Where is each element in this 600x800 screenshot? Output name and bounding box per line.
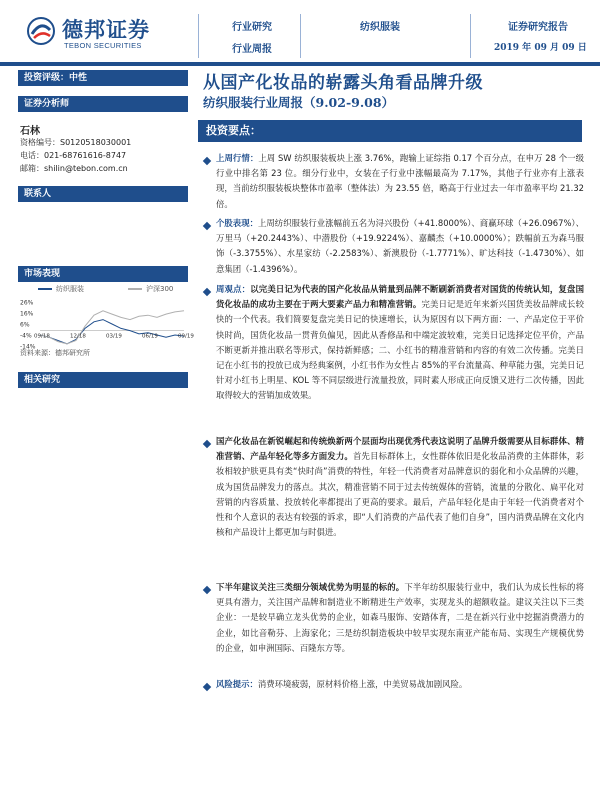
- x-tick-label: 06/19: [142, 333, 158, 340]
- paragraph-lead: 风险提示：: [216, 679, 258, 689]
- legend-swatch-b: [128, 288, 142, 290]
- company-logo: [26, 14, 166, 54]
- contact-section-title: 联系人: [18, 186, 188, 202]
- header-divider: [198, 14, 199, 58]
- logo-text-en: TEBON SECURITIES: [64, 41, 142, 50]
- chart-source: 资料来源：德邦研究所: [20, 349, 90, 357]
- paragraph-text: 完美日记是近年来新兴国货美妆品牌成长较快的一个代表。我们简要复盘完美日记的快速增长，认为原因有以下两方面：一、产品定位于平价快时尚，国货化妆品一贯背负偏见，因此从香修品和中端定波较难，完美日记选择定位平价，产品不断更新并推出联名等形式，保持新鲜感；二、小红书的精准营销和内容的有效二次传播。完美日记在小红书的投放已成为经典案例，小红书作为女性占 85%的平台流量高、种草能力强，完美日记针对小红书上明星、KOL 等不同层级进行流量投放，同时素人形成正向反馈又进行二次传播，因此取得较大的营销加成效果。: [216, 299, 584, 401]
- bullet-icon: [203, 683, 211, 691]
- legend-swatch-a: [38, 288, 52, 290]
- bullet-icon: [203, 586, 211, 594]
- y-tick-label: 6%: [20, 321, 30, 329]
- paragraph-view: [216, 282, 584, 404]
- paragraph-highlight: 以完美日记为代表的国产化妆品从销量到品牌不断刷新消费者对国货的传统认知，复盘国货化妆品的成功主要在于两大要素产品力和精准营销。: [216, 284, 584, 310]
- header-rule: [0, 62, 600, 66]
- paragraph-market: [216, 151, 584, 212]
- analyst-cert: 资格编号：S0120518030001: [20, 138, 132, 147]
- paragraph-lead: 个股表现：: [216, 218, 258, 228]
- paragraph-text: 上周纺织服装行业涨幅前五名为浔兴股份（+41.8000%）、商赢环球（+26.0967%）、万里马（+20.2443%）、中潜股份（+19.9224%）、嘉麟杰（+10.0000%）；跌幅前五为森马服饰（-3.3755%）、水星家纺（-2.2583%）、新澳股份（-1.7771%）、旷达科技（-1.4730%）、如意集团（-1.4396%）。: [216, 218, 585, 274]
- header-divider: [470, 14, 471, 58]
- x-tick-label: 03/19: [106, 333, 122, 340]
- paragraph-text: 消费环境疲弱，原材料价格上涨，中美贸易战加剧风险。: [257, 679, 468, 689]
- market-performance-chart: [18, 299, 194, 351]
- bullet-icon: [203, 440, 211, 448]
- report-title: 从国产化妆品的崭露头角看品牌升级: [203, 73, 483, 93]
- paragraph-outlook: [216, 580, 584, 656]
- analyst-phone: 电话：021-68761616-8747: [20, 151, 127, 160]
- legend-label-b: 沪深300: [146, 285, 174, 293]
- header-divider: [300, 14, 301, 58]
- paragraph-stocks: [216, 216, 584, 277]
- report-subtitle: 纺织服装行业周报（9.02-9.08）: [203, 95, 395, 110]
- analyst-section-title: 证券分析师: [18, 96, 188, 112]
- x-tick-label: 12/18: [70, 333, 86, 340]
- report-category: 行业研究: [232, 22, 272, 33]
- legend-label-a: 纺织服装: [56, 285, 84, 293]
- paragraph-risk: [216, 677, 584, 692]
- bullet-icon: [203, 222, 211, 230]
- report-header: [0, 0, 600, 70]
- series-line: [40, 320, 184, 344]
- x-tick-label: 09/19: [178, 333, 194, 340]
- paragraph-text: 上周 SW 纺织服装板块上涨 3.76%，跑输上证综指 0.17 个百分点，在申万 28 个一级行业中排名第 23 位。细分行业中，女装在子行业中涨幅最高为 7.17%，其他子行业亦有上涨表现，当前纺织服装板块整体市盈率（整体法）为 23.55 倍，略高于行业过去一年市盈率平均 21.32 倍。: [216, 153, 585, 209]
- report-date: 2019 年 09 月 09 日: [494, 43, 587, 53]
- paragraph-text: 下半年纺织服装行业中，我们认为成长性标的将更具有潜力，关注国产品牌和制造业不断精进生产效率，实现龙头的超额收益。建议关注以下三类企业：一是较早确立龙头优势的企业，如森马服饰、安踏体育，二是在新兴行业中挖掘消费潜力的企业，如比音勒芬、上海家化；三是纺织制造板块中较早实现东南亚产能布局、实现生产规模优势的企业，如申洲国际、百隆东方等。: [216, 582, 584, 653]
- rating-bar: 投资评级：中性: [18, 70, 188, 86]
- paragraph-brand: [216, 434, 584, 540]
- x-tick-label: 09/18: [34, 333, 50, 340]
- bullet-icon: [203, 288, 211, 296]
- analyst-email: 邮箱：shilin@tebon.com.cn: [20, 164, 128, 173]
- paragraph-highlight: 国产化妆品在新锐崛起和传统焕新两个层面均出现优秀代表这说明了品牌升级需要从目标群体、精准营销、产品年轻化等多方面发力。: [216, 436, 584, 462]
- y-tick-label: 16%: [20, 310, 34, 318]
- report-type: 行业周报: [232, 44, 272, 55]
- y-tick-label: 26%: [20, 299, 34, 307]
- tebon-logo-icon: [26, 16, 56, 46]
- industry-label: 纺织服装: [360, 22, 400, 33]
- paragraph-lead: 周观点：: [216, 284, 251, 294]
- related-section-title: 相关研究: [18, 372, 188, 388]
- paragraph-text: 首先目标群体上，女性群体依旧是化妆品消费的主体群体，彩妆相较护肤更具有类“快时尚”消费的特性，年轻一代消费者对品牌意识的弱化和小众品牌的兴趣，成为国货品牌发力的落点。其次，精准营销不同于过去传统媒体的营销，流量的分散化、扁平化对营销的内容质量、投放转化率都提出了更高的要求。最后，产品年轻化是由于年轻一代消费者对个性和个人意识的表达有较强的诉求，即“人们消费的产品代表了他们自身”，国内消费品牌在文化内核和产品设计上都更加与时俱进。: [216, 451, 584, 538]
- logo-text-cn: 德邦证券: [62, 17, 150, 42]
- market-section-title: 市场表现: [18, 266, 188, 282]
- key-points-bar: 投资要点：: [198, 120, 582, 142]
- paragraph-highlight: 下半年建议关注三类细分领域优势为明显的标的。: [216, 582, 405, 592]
- y-tick-label: -14%: [20, 343, 36, 351]
- analyst-name: 石林: [20, 126, 40, 137]
- report-kind: 证券研究报告: [508, 22, 568, 33]
- paragraph-lead: 上周行情：: [216, 153, 259, 163]
- y-tick-label: -4%: [20, 332, 32, 340]
- bullet-icon: [203, 157, 211, 165]
